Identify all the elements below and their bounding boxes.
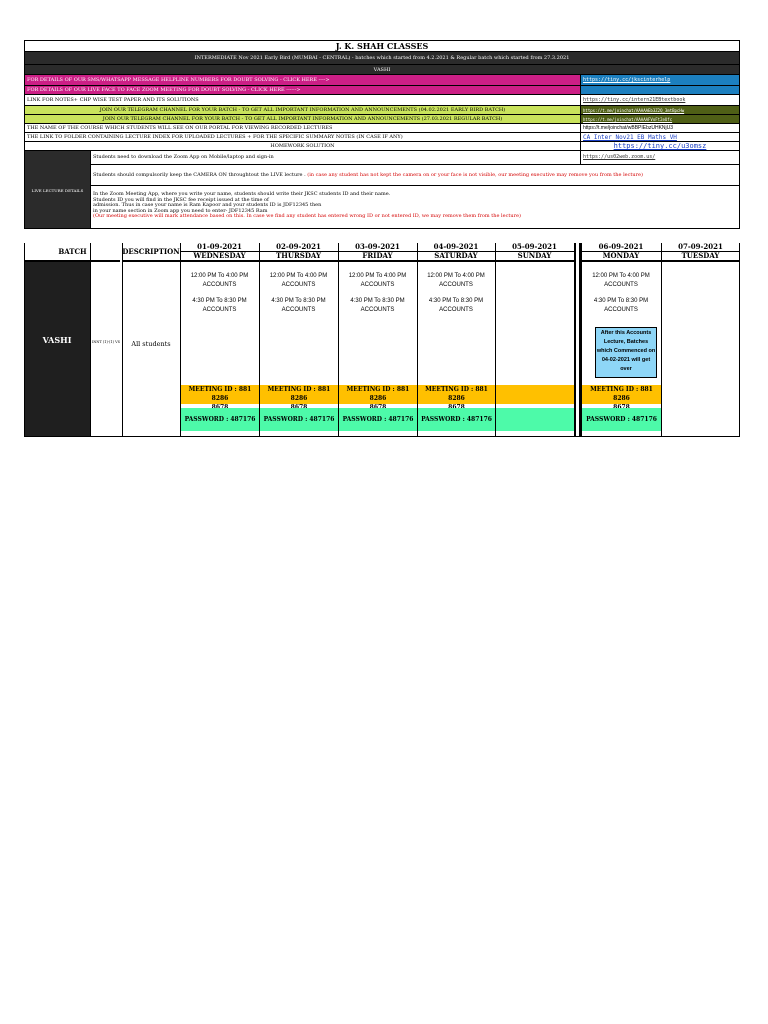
slot-time: 4:30 PM To 8:30 PM — [271, 298, 326, 304]
helpline-row — [24, 74, 740, 85]
slot-time: 12:00 PM To 4:00 PM — [592, 273, 650, 279]
description-value: All students — [131, 340, 171, 348]
slot-time: 4:30 PM To 8:30 PM — [593, 298, 649, 304]
meeting-id — [339, 385, 417, 404]
location-banner: VASHI — [24, 64, 740, 74]
meeting-password: PASSWORD : 487176 — [418, 408, 495, 431]
camera-note-text: Students should compulsorily keep the CAMERA ON throughtout the LIVE lecture . — [93, 172, 306, 178]
zoom-doubt-row — [24, 85, 740, 94]
day-name: MONDAY — [602, 251, 640, 260]
telegram-regular-row — [24, 114, 740, 123]
notes-link[interactable]: https://tiny.cc/intern21EBtextbook — [580, 95, 739, 105]
homework-link[interactable]: https://tiny.cc/u3omsz — [580, 142, 739, 150]
day-date: 05-09-2021 — [495, 243, 574, 252]
lecture-slot — [417, 272, 495, 290]
slot-time: 12:00 PM To 4:00 PM — [190, 273, 249, 279]
day-name: SUNDAY — [517, 251, 552, 260]
camera-note — [90, 165, 739, 186]
day-name: THURSDAY — [276, 251, 321, 260]
meeting-password: PASSWORD : 487176 — [339, 408, 417, 431]
homework-text: HOMEWORK SOLUTION — [270, 143, 335, 149]
zoom-link[interactable]: https://us02web.zoom.us/ — [580, 151, 739, 165]
day-header — [495, 243, 574, 262]
helpline-link[interactable]: https://tiny.cc/jkscinterhelp — [580, 75, 739, 85]
meeting-id-label: MEETING ID : 881 8286 — [346, 386, 410, 402]
day-date: 07-09-2021 — [661, 243, 740, 252]
zoom-doubt-link[interactable] — [580, 86, 739, 94]
lecture-slot — [259, 272, 338, 290]
slot-subject: ACCOUNTS — [360, 307, 395, 313]
zoom-doubt-text: FOR DETAILS OF OUR LIVE FACE TO FACE ZOOM MEETING FOR DOUBT SOLVING - CLICK HERE ------> — [25, 86, 580, 94]
day-date: 03-09-2021 — [338, 243, 417, 252]
name-warning: (Our meeting executive will mark attendance based on this. In case we find any student has entered wrong ID or not entered ID, we may remove them from the lecture) — [93, 213, 521, 219]
notes-row — [24, 94, 740, 105]
day-header — [259, 243, 338, 262]
slot-time: 4:30 PM To 8:30 PM — [192, 298, 247, 304]
lecture-index-text: THE LINK TO FOLDER CONTAINING LECTURE INDEX FOR UPLOADED LECTURES + FOR THE SPECIFIC SUMMARY NOTES (IN CASE IF ANY) — [27, 134, 403, 140]
name-line: Students ID you will find in the JKSC fee receipt issued at the time of — [93, 196, 269, 203]
lecture-slot — [417, 297, 495, 315]
meeting-id — [260, 385, 338, 404]
telegram-eb-row — [24, 105, 740, 114]
meeting-id-label: MEETING ID : 881 8286 — [590, 386, 653, 402]
batch-code: INNT (1)-(1) VS — [91, 340, 121, 344]
slot-time: 12:00 PM To 4:00 PM — [348, 273, 407, 279]
meeting-id-label: MEETING ID : 881 8286 — [188, 386, 252, 402]
slot-subject: ACCOUNTS — [202, 307, 237, 313]
notes-text: LINK FOR NOTES+ CHP WISE TEST PAPER AND ITS SOLUTIONS — [27, 97, 199, 103]
column-separator — [574, 243, 576, 436]
day-header — [661, 243, 740, 262]
slot-subject: ACCOUNTS — [439, 282, 473, 288]
name-instructions — [90, 186, 739, 228]
course-name-text: THE NAME OF THE COURSE WHICH STUDENTS WILL SEE ON OUR PORTAL FOR VIEWING RECORDED LECTURES — [27, 125, 333, 131]
slot-time: 4:30 PM To 8:30 PM — [350, 298, 405, 304]
meeting-password: PASSWORD : 487176 — [582, 408, 661, 431]
meeting-password: PASSWORD : 487176 — [181, 408, 259, 431]
helpline-text: FOR DETAILS OF OUR SMS/WHATSAPP MESSAGE HELPLINE NUMBERS FOR DOUBT SOLVING - CLICK HERE ----> — [25, 75, 580, 85]
meeting-password — [496, 408, 574, 431]
batch-end-notice: After this Accounts Lecture, Batches which Commenced on 04-02-2021 will get over — [595, 327, 657, 378]
column-separator — [579, 243, 581, 436]
lecture-slot — [259, 297, 338, 315]
day-name: FRIDAY — [362, 251, 393, 260]
schedule-sheet — [24, 40, 740, 229]
day-date: 01-09-2021 — [180, 243, 259, 252]
name-line: in your name section in Zoom app you need to enter- JDF12345 Ram — [93, 207, 268, 214]
slot-time: 12:00 PM To 4:00 PM — [427, 273, 485, 279]
page-title: J. K. SHAH CLASSES — [24, 40, 740, 51]
slot-subject: ACCOUNTS — [439, 307, 473, 313]
day-header — [338, 243, 417, 262]
slot-subject: ACCOUNTS — [281, 307, 316, 313]
day-header — [581, 243, 661, 262]
live-lecture-label: LIVE LECTURE DETAILS — [25, 151, 90, 228]
telegram-eb-text: JOIN OUR TELEGRAM CHANNEL FOR YOUR BATCH - TO GET ALL IMPORTANT INFORMATION AND ANNOUNCEMENTS (04.02.2021 EARLY BIRD BATCH) — [25, 106, 580, 114]
slot-subject: ACCOUNTS — [604, 282, 638, 288]
telegram-regular-link[interactable]: https://t.me/joinchat/AAAAAFVoFt2eUfc — [580, 115, 739, 123]
day-column — [661, 243, 740, 436]
slot-subject: ACCOUNTS — [281, 282, 316, 288]
slot-subject: ACCOUNTS — [360, 282, 395, 288]
batch-header: BATCH — [24, 243, 120, 262]
telegram-regular-text: JOIN OUR TELEGRAM CHANNEL FOR YOUR BATCH - TO GET ALL IMPORTANT INFORMATION AND ANNOUNCEMENTS (27.03.2021 REGULAR BATCH) — [25, 115, 580, 123]
day-header — [417, 243, 495, 262]
description-header: DESCRIPTION — [122, 243, 180, 262]
slot-time: 4:30 PM To 8:30 PM — [428, 298, 484, 304]
lecture-slot — [180, 297, 259, 315]
slot-time: 12:00 PM To 4:00 PM — [269, 273, 328, 279]
day-date: 04-09-2021 — [417, 243, 495, 252]
telegram-eb-link[interactable]: https://t.me/joinchat/AAAAAEb3Z2Q_3mtBpcHw — [580, 106, 739, 114]
live-lecture-block — [24, 150, 740, 229]
meeting-id-label: MEETING ID : 881 8286 — [267, 386, 331, 402]
lecture-slot — [581, 272, 661, 290]
course-name-value[interactable]: https://t.me/joinchat/wBBPIEbzUHKNjU3 — [580, 124, 739, 132]
batch-name: VASHI — [42, 335, 72, 345]
name-line: In the Zoom Meeting App, where you write your name, students should write their JKSC students ID and their name. — [93, 191, 391, 197]
meeting-id — [181, 385, 259, 404]
day-date: 06-09-2021 — [581, 243, 661, 252]
name-line: admission. Thus in case your name is Ram Kapoor and your students ID is JDF12345 then — [93, 202, 322, 208]
slot-subject: ACCOUNTS — [202, 282, 237, 288]
lecture-index-link[interactable]: CA Inter Nov21 EB Maths VH — [580, 133, 739, 141]
homework-row — [24, 141, 740, 150]
meeting-id — [418, 385, 495, 404]
course-name-row — [24, 123, 740, 132]
day-header — [180, 243, 259, 262]
day-name: WEDNESDAY — [193, 251, 246, 260]
zoom-download-note: Students need to download the Zoom App on Mobile/laptop and sign-in — [90, 151, 580, 165]
meeting-id — [582, 385, 661, 404]
meeting-id — [496, 385, 574, 404]
meeting-id-label: MEETING ID : 881 8286 — [425, 386, 488, 402]
lecture-slot — [581, 297, 661, 315]
lecture-index-row — [24, 132, 740, 141]
day-name: SATURDAY — [434, 251, 478, 260]
lecture-slot — [338, 297, 417, 315]
day-name: TUESDAY — [681, 251, 720, 260]
camera-warning: (in case any student has not kept the camera on or your face is not visible, our meeting executive may remove you from the lecture) — [307, 172, 643, 178]
meeting-password: PASSWORD : 487176 — [260, 408, 338, 431]
day-date: 02-09-2021 — [259, 243, 338, 252]
slot-subject: ACCOUNTS — [604, 307, 638, 313]
course-subtitle: INTERMEDIATE Nov 2021 Early Bird (MUMBAI - CENTRAL) - batches which started from 4.2.2021 & Regular batch which started from 27.3.2021 — [24, 51, 740, 64]
schedule-table — [24, 243, 740, 437]
lecture-slot — [180, 272, 259, 290]
lecture-slot — [338, 272, 417, 290]
